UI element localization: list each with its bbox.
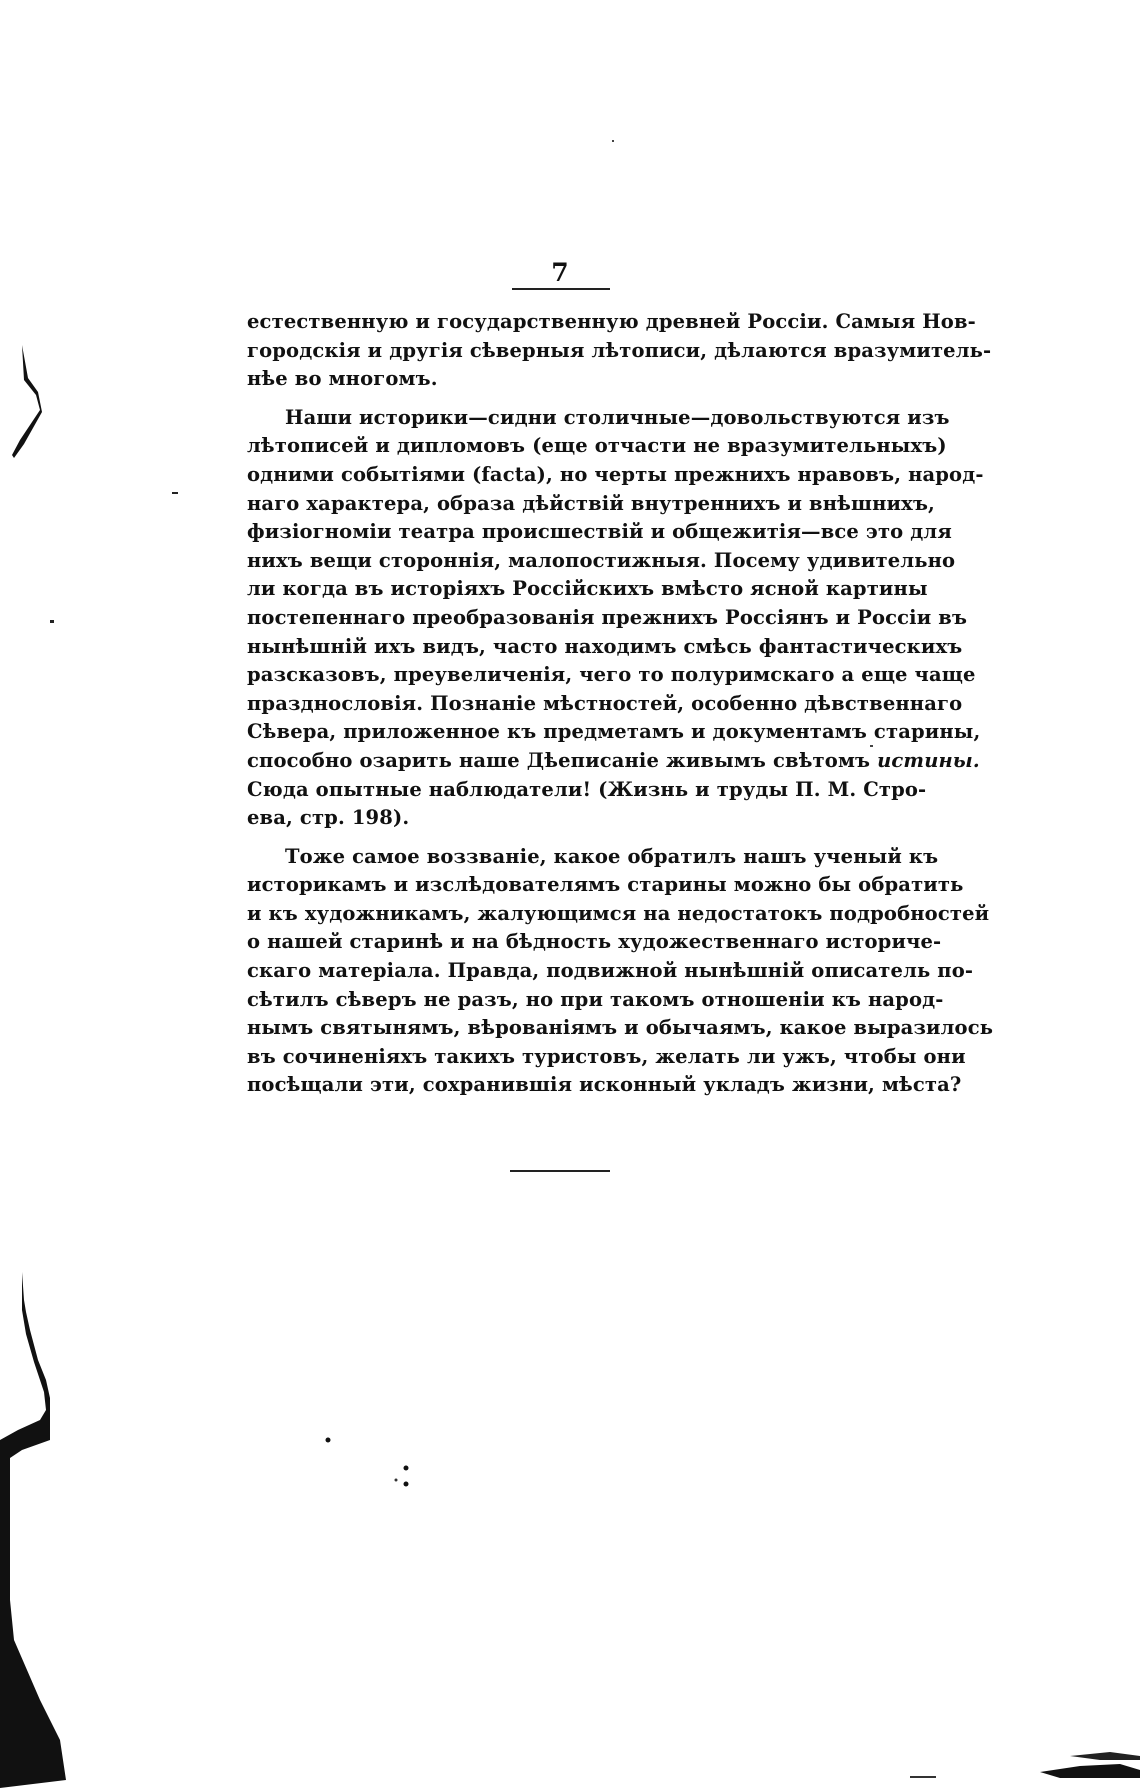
binding-mark (0, 1272, 66, 1788)
text-line: нымъ святынямъ, вѣрованіямъ и обычаямъ, какое выразилось (247, 1016, 994, 1040)
text-line: городскія и другія сѣверныя лѣтописи, дѣлаются вразумитель- (247, 338, 992, 362)
speck (404, 1466, 409, 1471)
text-line: Сѣвера, приложенное къ предметамъ и документамъ старины, (247, 720, 981, 744)
text-line: празднословія. Познаніе мѣстностей, особенно дѣвственнаго (247, 691, 963, 715)
edge-smudge (1070, 1752, 1140, 1760)
text-line: посѣщали эти, сохранившія исконный укладъ жизни, мѣста? (247, 1073, 962, 1097)
speck (404, 1482, 409, 1487)
text-line: въ сочиненіяхъ такихъ туристовъ, желать ли ужъ, чтобы они (247, 1044, 966, 1068)
text-line: историкамъ и изслѣдователямъ старины можно бы обратить (247, 873, 964, 897)
text-line: Сюда опытные наблюдатели! (Жизнь и труды П. М. Стро- (247, 777, 927, 801)
text-line: естественную и государственную древней Россіи. Самыя Нов- (247, 310, 976, 333)
speck (50, 620, 54, 623)
text-line: нынѣшній ихъ видъ, часто находимъ смѣсь фантастическихъ (247, 634, 963, 658)
speck (326, 1438, 331, 1443)
speck (910, 1776, 936, 1778)
end-rule (510, 1170, 610, 1172)
text-line: нихъ вещи стороннія, малопостижныя. Посему удивительно (247, 548, 956, 572)
edge-smudge (1040, 1764, 1140, 1778)
text-line (247, 747, 980, 776)
text-line: о нашей старинѣ и на бѣдность художественнаго историче- (247, 930, 942, 954)
text-line: одними событіями (facta), но черты прежнихъ нравовъ, народ- (247, 462, 984, 486)
text-line: скаго матеріала. Правда, подвижной нынѣшній описатель по- (247, 959, 974, 983)
text-line: наго характера, образа дѣйствій внутреннихъ и внѣшнихъ, (247, 491, 935, 515)
text-line: ли когда въ исторіяхъ Россійскихъ вмѣсто ясной картины (247, 577, 928, 601)
page-number: 7 (551, 258, 569, 287)
text-line: Тоже самое воззваніе, какое обратилъ нашъ ученый къ (285, 844, 939, 868)
text-line: физіогноміи театра происшествій и общежитія—все это для (247, 520, 952, 544)
italic-word: истины. (877, 748, 980, 772)
paragraph-2 (247, 404, 984, 833)
header-rule (512, 288, 610, 290)
text-line: сѣтилъ сѣверъ не разъ, но при такомъ отношеніи къ народ- (247, 987, 944, 1011)
text-line: и къ художникамъ, жалующимся на недостатокъ подробностей (247, 901, 990, 925)
speck (612, 140, 614, 142)
body-text (247, 308, 994, 1100)
text-line: лѣтописей и дипломовъ (еще отчасти не вразумительныхъ) (247, 434, 947, 458)
speck (395, 1479, 398, 1482)
paragraph-3 (247, 843, 994, 1100)
text-line: постепеннаго преобразованія прежнихъ Россіянъ и Россіи въ (247, 605, 968, 629)
text-run: способно озарить наше Дѣеписаніе живымъ свѣтомъ (247, 748, 878, 772)
speck (172, 492, 178, 494)
paragraph-1 (247, 308, 992, 394)
text-line: Наши историки—сидни столичные—довольствуются изъ (285, 405, 950, 429)
binding-mark (12, 345, 42, 458)
text-line: нѣе во многомъ. (247, 367, 438, 391)
text-line: ева, стр. 198). (247, 806, 410, 830)
text-line: разсказовъ, преувеличенія, чего то полуримскаго а еще чаще (247, 663, 976, 687)
